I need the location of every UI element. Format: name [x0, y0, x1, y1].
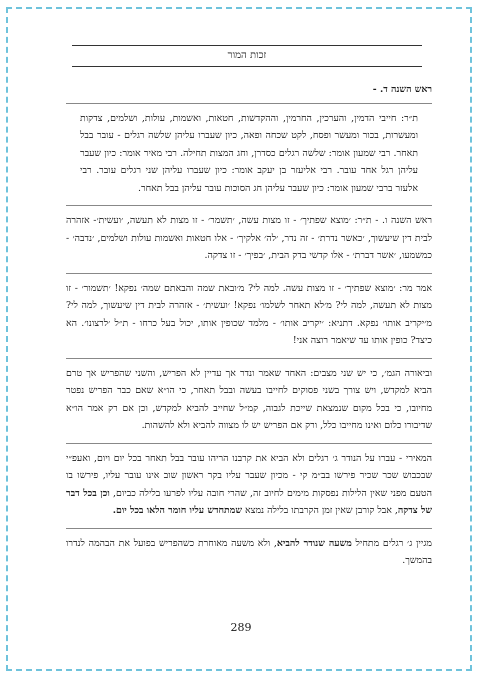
divider [66, 528, 432, 529]
meiri-text-2: , אבל קורבן שאין זמן הקרבתו בלילה נמצא [241, 505, 398, 516]
running-header: זכות המור [72, 45, 422, 67]
paragraph-explanation: וביאורה הגמ׳, כי יש שני מצבים: האחד שאמר ונדר אך עדיין לא הפריש, והשני שהפריש אך טרם הביא למקדש, ויש צורך בשני פסוקים לחייבו בעשה ובבל תאחר, כי הו״א שאם כבר הפריש נפטר מחיובו, כי בכל מקום שנמצאת שייכת לגבוה, קמ״ל שחייב להביא למקדש, וכן אם רק אמר הו״א שדיבורו כלום ואינו מחייבו כלל, ורק אם הפריש יש לו מצווה להביא ולא להשהות. [66, 367, 432, 431]
meiri-text-1: המאירי - עברו על הנודר ג׳ רגלים ולא הביא את קרבנו הריהו עובר בבל תאחר בכל יום ויום, ואעפ״י שבכבוש שכר שכיר פירשו בב״מ קי - מכיון שעבר עליו בקר ראשון שוב אינו עובר עליו, פירשו בו הטעם מפני שאין הלילות נפסקות מימים לחיוב זה, שהרי חובה עליו לפרעו בלילה כביום, [66, 452, 432, 499]
section-title: ראש השנה ד. - [372, 84, 432, 95]
meiri-bold-1: וכן בכל דבר של צדקה [66, 487, 432, 516]
divider [66, 205, 432, 206]
divider [66, 443, 432, 444]
page-frame [6, 7, 472, 671]
baraita-quote: ת״ר: חייבי הדמין, והערכין, החרמין, וההקדשות, חטאות, ואשמות, עולות, ושלמים, צדקות ומעשרות, בכור ומעשר ופסח, לקט שכחה ופאה, כיון שעברו עליהן שלשה רגלים - עובר בבל תאחר. רבי שמעון אומר: שלשה רגלים כסדרן, וחג המצות תחילה. רבי מאיר אומר: כיון שעבר עליהן רגל אחד עובר. רבי אליעזר בן יעקב אומר: כיון שעברו עליהן שני רגלים עובר. רבי אלעזר ברבי שמעון אומר: כיון שעבר עליהן חג הסוכות עובר עליהן בבל תאחר. [80, 112, 418, 194]
paragraph-rosh-hashana: ראש השנה ו. - ת״ר: ׳מוצא שפתיך׳ - זו מצות עשה, ׳תשמר׳ - זו מצות לא תעשה, ׳ועשית׳- אזהרה לבית דין שיעשוך, ׳כאשר נדרת׳ - זה נדר, ׳לה׳ אלקיך׳ - אלו חטאות ואשמות עולות ושלמים, ׳נדבה׳ - כמשמעו, ׳אשר דברת׳ - אלו קדשי בדק הבית, ׳בפיך׳ - זו צדקה. [66, 215, 432, 261]
conclusion-text-1: מגיין ג׳ רגלים מתחיל [351, 537, 432, 549]
divider [66, 103, 432, 104]
paragraph-conclusion [66, 535, 432, 570]
paragraph-amar-mar: אמר מר: ׳מוצא שפתיך׳ - זו מצות עשה. למה לי? מ׳ובאת שמה והבאתם שמה׳ נפקא! ׳תשמור׳ - זו מצות לא תעשה, למה לי? מ׳לא תאחר לשלמו׳ נפקא! ׳ועשית׳ - אזהרה לבית דין שיעשוך, למה לי? מ׳יקריב אותו׳ נפקא. דתניא: ׳יקריב אותו׳ - מלמד שכופין אותו, יכול בעל כרחו - ת״ל ׳לרצונו׳. הא כיצד? כופין אותו עד שיאמר רוצה אני! [66, 282, 432, 346]
conclusion-text-2: , ולא משעה מאוחרת כשהפריש בפועל את הבהמה לנדרו בהמשך. [66, 537, 432, 566]
divider [66, 273, 432, 274]
divider [66, 358, 432, 359]
main-text [66, 81, 432, 578]
meiri-bold-2: שמתחדש עליו חומר הלאו בכל יום. [112, 505, 242, 516]
paragraph-meiri [66, 450, 432, 520]
conclusion-bold: משעה שנודר להביא [276, 537, 352, 549]
page-number: 289 [230, 621, 252, 634]
